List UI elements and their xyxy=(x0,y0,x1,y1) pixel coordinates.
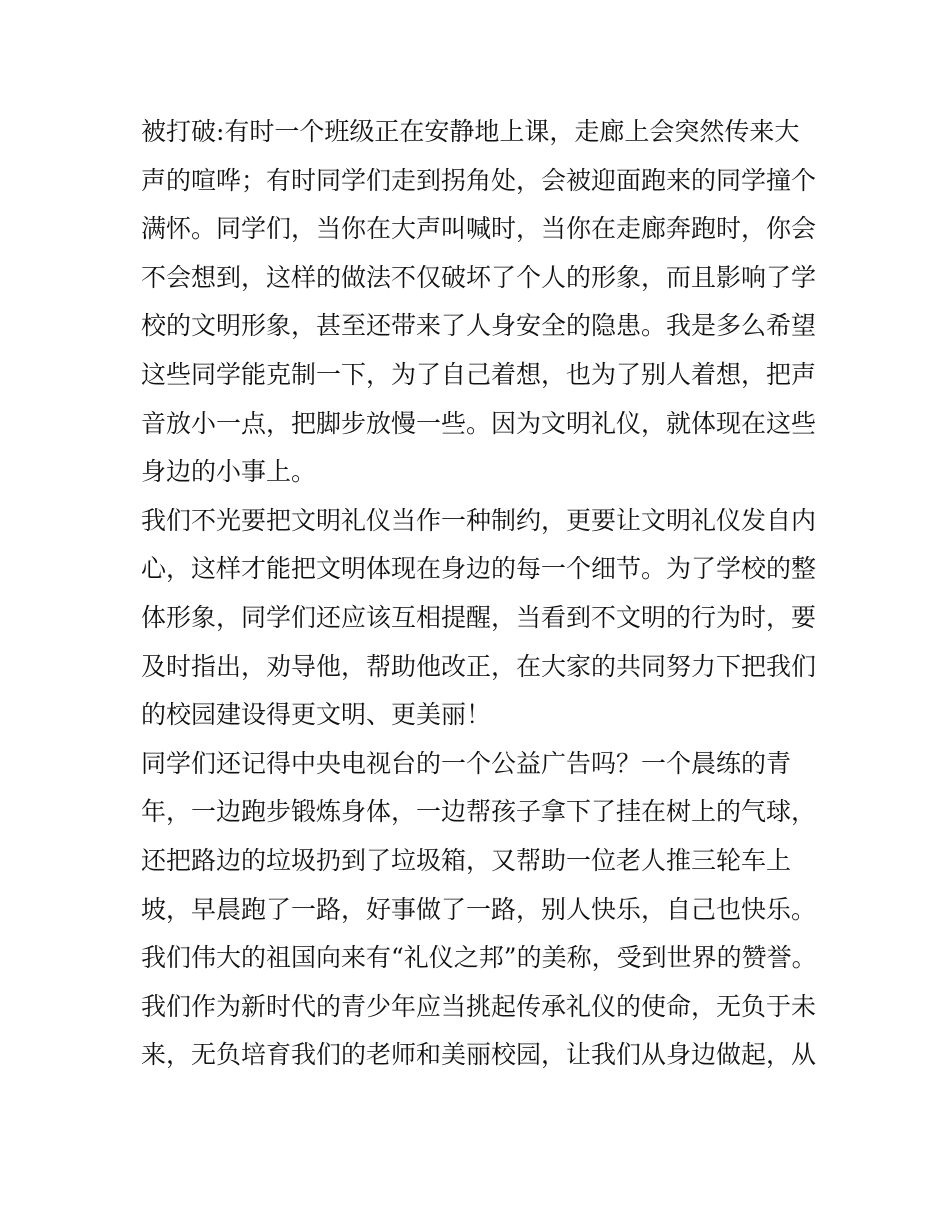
text-line: 的校园建设得更文明、更美丽！ xyxy=(141,700,492,730)
body-text xyxy=(141,108,821,1080)
text-line: 年，一边跑步锻炼身体，一边帮孩子拿下了挂在树上的气球， xyxy=(141,797,817,827)
text-line: 音放小一点，把脚步放慢一些。因为文明礼仪，就体现在这些 xyxy=(141,408,817,438)
text-line: 我们不光要把文明礼仪当作一种制约，更要让文明礼仪发自内 xyxy=(141,505,817,535)
text-line: 及时指出，劝导他，帮助他改正，在大家的共同努力下把我们 xyxy=(141,651,817,681)
text-line: 我们作为新时代的青少年应当挑起传承礼仪的使命，无负于未 xyxy=(141,991,817,1021)
text-line: 来，无负培育我们的老师和美丽校园，让我们从身边做起，从 xyxy=(141,1040,817,1070)
text-line: 身边的小事上。 xyxy=(141,457,317,487)
text-line: 满怀。同学们，当你在大声叫喊时，当你在走廊奔跑时，你会 xyxy=(141,214,817,244)
text-line: 这些同学能克制一下，为了自己着想，也为了别人着想，把声 xyxy=(141,359,817,389)
text-line: 我们伟大的祖国向来有“礼仪之邦”的美称，受到世界的赞誉。 xyxy=(141,943,817,973)
text-line: 声的喧哗；有时同学们走到拐角处，会被迎面跑来的同学撞个 xyxy=(141,165,817,195)
text-line: 坡，早晨跑了一路，好事做了一路，别人快乐，自己也快乐。 xyxy=(141,894,817,924)
text-line: 体形象，同学们还应该互相提醒，当看到不文明的行为时，要 xyxy=(141,602,817,632)
text-line: 心，这样才能把文明体现在身边的每一个细节。为了学校的整 xyxy=(141,554,817,584)
text-line: 校的文明形象，甚至还带来了人身安全的隐患。我是多么希望 xyxy=(141,311,817,341)
text-line: 被打破:有时一个班级正在安静地上课，走廊上会突然传来大 xyxy=(141,117,800,146)
text-line: 同学们还记得中央电视台的一个公益广告吗？一个晨练的青 xyxy=(141,748,792,778)
text-line: 还把路边的垃圾扔到了垃圾箱，又帮助一位老人推三轮车上 xyxy=(141,845,792,875)
text-line: 不会想到，这样的做法不仅破坏了个人的形象，而且影响了学 xyxy=(141,262,817,292)
